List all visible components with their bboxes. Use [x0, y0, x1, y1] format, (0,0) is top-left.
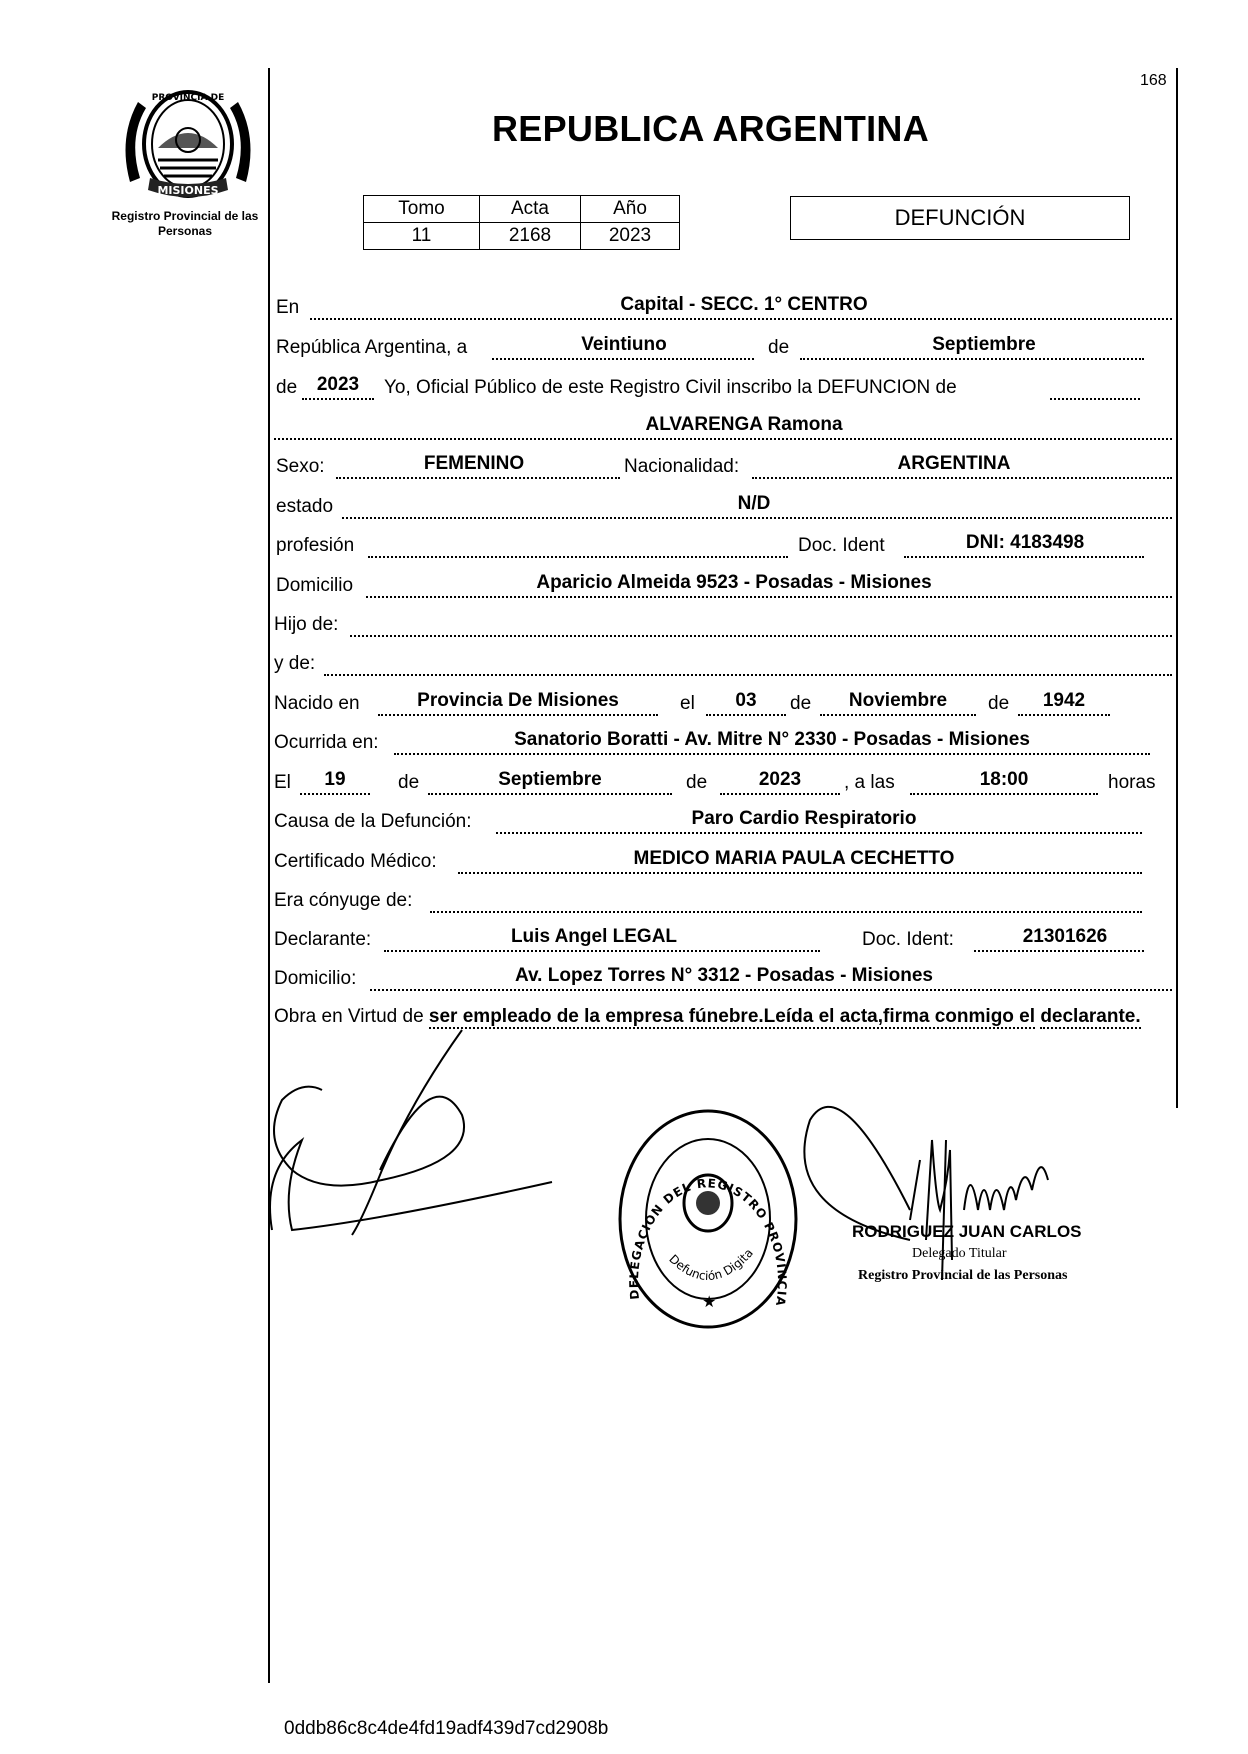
obra-text: ser empleado de la empresa fúnebre.Leída el acta,firma conmigo el: [428, 1006, 1036, 1027]
label-horas: horas: [1108, 772, 1156, 793]
label-ocurrida: Ocurrida en:: [274, 732, 379, 753]
label-y-de: y de:: [274, 653, 316, 674]
anio-header: Año: [581, 196, 680, 223]
value-en: Capital - SECC. 1° CENTRO: [620, 294, 868, 315]
record-type-box: [790, 196, 1130, 240]
label-conyuge: Era cónyuge de:: [274, 890, 413, 911]
line-oficial-end: [1050, 372, 1140, 400]
line-conyuge: [430, 885, 1142, 913]
label-declarante-doc: Doc. Ident:: [862, 929, 954, 950]
value-nacido-year: 1942: [1042, 690, 1086, 711]
official-title: Delegado Titular: [912, 1246, 1007, 1261]
anio-value: 2023: [581, 223, 680, 250]
seal-outer-text: DELEGACION DEL REGISTRO PROVINCIA: [626, 1176, 790, 1308]
row-certificado: [274, 846, 1172, 876]
logo-text-bottom: MISIONES: [157, 184, 219, 197]
value-fecha-day: 19: [324, 769, 346, 790]
value-nacionalidad: ARGENTINA: [897, 453, 1011, 474]
label-fecha-de1: de: [398, 772, 420, 793]
value-certificado: MEDICO MARIA PAULA CECHETTO: [633, 848, 955, 869]
line-y-de: [324, 648, 1172, 676]
seal-star-icon: ★: [702, 1294, 717, 1311]
logo-text-top: PROVINCIA DE: [151, 93, 225, 103]
tomo-value: 11: [364, 223, 480, 250]
label-sexo: Sexo:: [276, 456, 325, 477]
label-de-year: de: [276, 377, 298, 398]
seal-inner-text: Defunción Digita: [666, 1245, 756, 1284]
row-sexo: [274, 451, 1172, 481]
row-declarante: [274, 924, 1172, 954]
label-domicilio: Domicilio: [276, 575, 354, 596]
row-nacido: [274, 688, 1172, 718]
label-nacido: Nacido en: [274, 693, 360, 714]
acta-value: 2168: [480, 223, 581, 250]
official-name: RODRIGUEZ JUAN CARLOS: [852, 1222, 1082, 1241]
tomo-header: Tomo: [364, 196, 480, 223]
row-estado: [274, 491, 1172, 521]
label-nacido-de1: de: [790, 693, 812, 714]
page-title: REPUBLICA ARGENTINA: [492, 108, 930, 149]
label-declarante: Declarante:: [274, 929, 372, 950]
label-causa: Causa de la Defunción:: [274, 811, 472, 832]
label-el: El: [274, 772, 291, 793]
document-hash: 0ddb86c8c4de4fd19adf439d7cd2908b: [284, 1718, 609, 1739]
acta-header: Acta: [480, 196, 581, 223]
value-fecha-year: 2023: [758, 769, 802, 790]
label-a-las: , a las: [844, 772, 895, 793]
value-month: Septiembre: [932, 334, 1036, 355]
value-day-words: Veintiuno: [581, 334, 667, 355]
value-nacido-place: Provincia De Misiones: [417, 690, 619, 711]
row-conyuge: [274, 885, 1172, 915]
obra-prefix: Obra en Virtud de: [274, 1006, 424, 1027]
row-domicilio-declarante: [274, 963, 1172, 993]
label-profesion: profesión: [276, 535, 355, 556]
value-nacido-month: Noviembre: [848, 690, 948, 711]
value-causa: Paro Cardio Respiratorio: [691, 808, 917, 829]
value-ocurrida: Sanatorio Boratti - Av. Mitre N° 2330 - Posadas - Misiones: [514, 729, 1030, 750]
province-coat-of-arms-logo: [118, 78, 258, 206]
row-y-de: [274, 648, 1172, 678]
row-fecha-defuncion: [274, 767, 1172, 797]
row-ocurrida: [274, 727, 1172, 757]
label-estado: estado: [276, 496, 334, 517]
line-profesion: [368, 530, 788, 558]
value-year: 2023: [316, 374, 360, 395]
label-doc-ident: Doc. Ident: [798, 535, 885, 556]
value-domicilio: Aparicio Almeida 9523 - Posadas - Misiones: [536, 572, 932, 593]
row-nombre: [274, 412, 1172, 442]
row-fecha-inscripcion: [274, 332, 1172, 362]
record-type-label: DEFUNCIÓN: [894, 205, 1026, 230]
label-certificado: Certificado Médico:: [274, 851, 437, 872]
value-declarante: Luis Angel LEGAL: [510, 926, 678, 947]
label-nacionalidad: Nacionalidad:: [624, 456, 740, 477]
left-margin-line: [268, 68, 270, 1683]
label-hijo-de: Hijo de:: [274, 614, 339, 635]
official-seal-stamp: [612, 1105, 804, 1333]
label-fecha-de2: de: [686, 772, 708, 793]
page-number: 168: [1140, 72, 1167, 89]
label-domicilio-declarante: Domicilio:: [274, 968, 357, 989]
text-oficial: Yo, Oficial Público de este Registro Civil inscribo la DEFUNCION de: [384, 377, 957, 398]
value-sexo: FEMENINO: [423, 453, 525, 474]
official-office: Registro Provincial de las Personas: [858, 1268, 1068, 1283]
row-profesion: [274, 530, 1172, 560]
value-nacido-day: 03: [735, 690, 757, 711]
registro-provincial-label: Registro Provincial de las Personas: [111, 209, 259, 238]
label-nacido-de2: de: [988, 693, 1010, 714]
row-hijo-de: [274, 609, 1172, 639]
right-margin-line: [1176, 68, 1178, 1108]
value-nombre: ALVARENGA Ramona: [645, 414, 843, 435]
value-fecha-month: Septiembre: [498, 769, 602, 790]
value-domicilio-declarante: Av. Lopez Torres N° 3312 - Posadas - Misiones: [515, 965, 933, 986]
obra-end: declarante.: [1040, 1006, 1141, 1027]
label-en: En: [276, 297, 300, 318]
declarante-signature: [262, 1020, 582, 1250]
value-doc-ident: DNI: 4183498: [965, 532, 1085, 553]
value-declarante-doc: 21301626: [1022, 926, 1108, 947]
label-republica: República Argentina, a: [276, 337, 468, 358]
row-domicilio: [274, 570, 1172, 600]
value-estado: N/D: [737, 493, 771, 514]
row-en: [274, 292, 1172, 322]
value-time: 18:00: [979, 769, 1029, 790]
row-oficial: [274, 372, 1172, 402]
line-hijo-de: [350, 609, 1172, 637]
row-causa: [274, 806, 1172, 836]
label-nacido-el: el: [680, 693, 695, 714]
acta-reference-table: [363, 195, 680, 250]
label-de: de: [768, 337, 790, 358]
